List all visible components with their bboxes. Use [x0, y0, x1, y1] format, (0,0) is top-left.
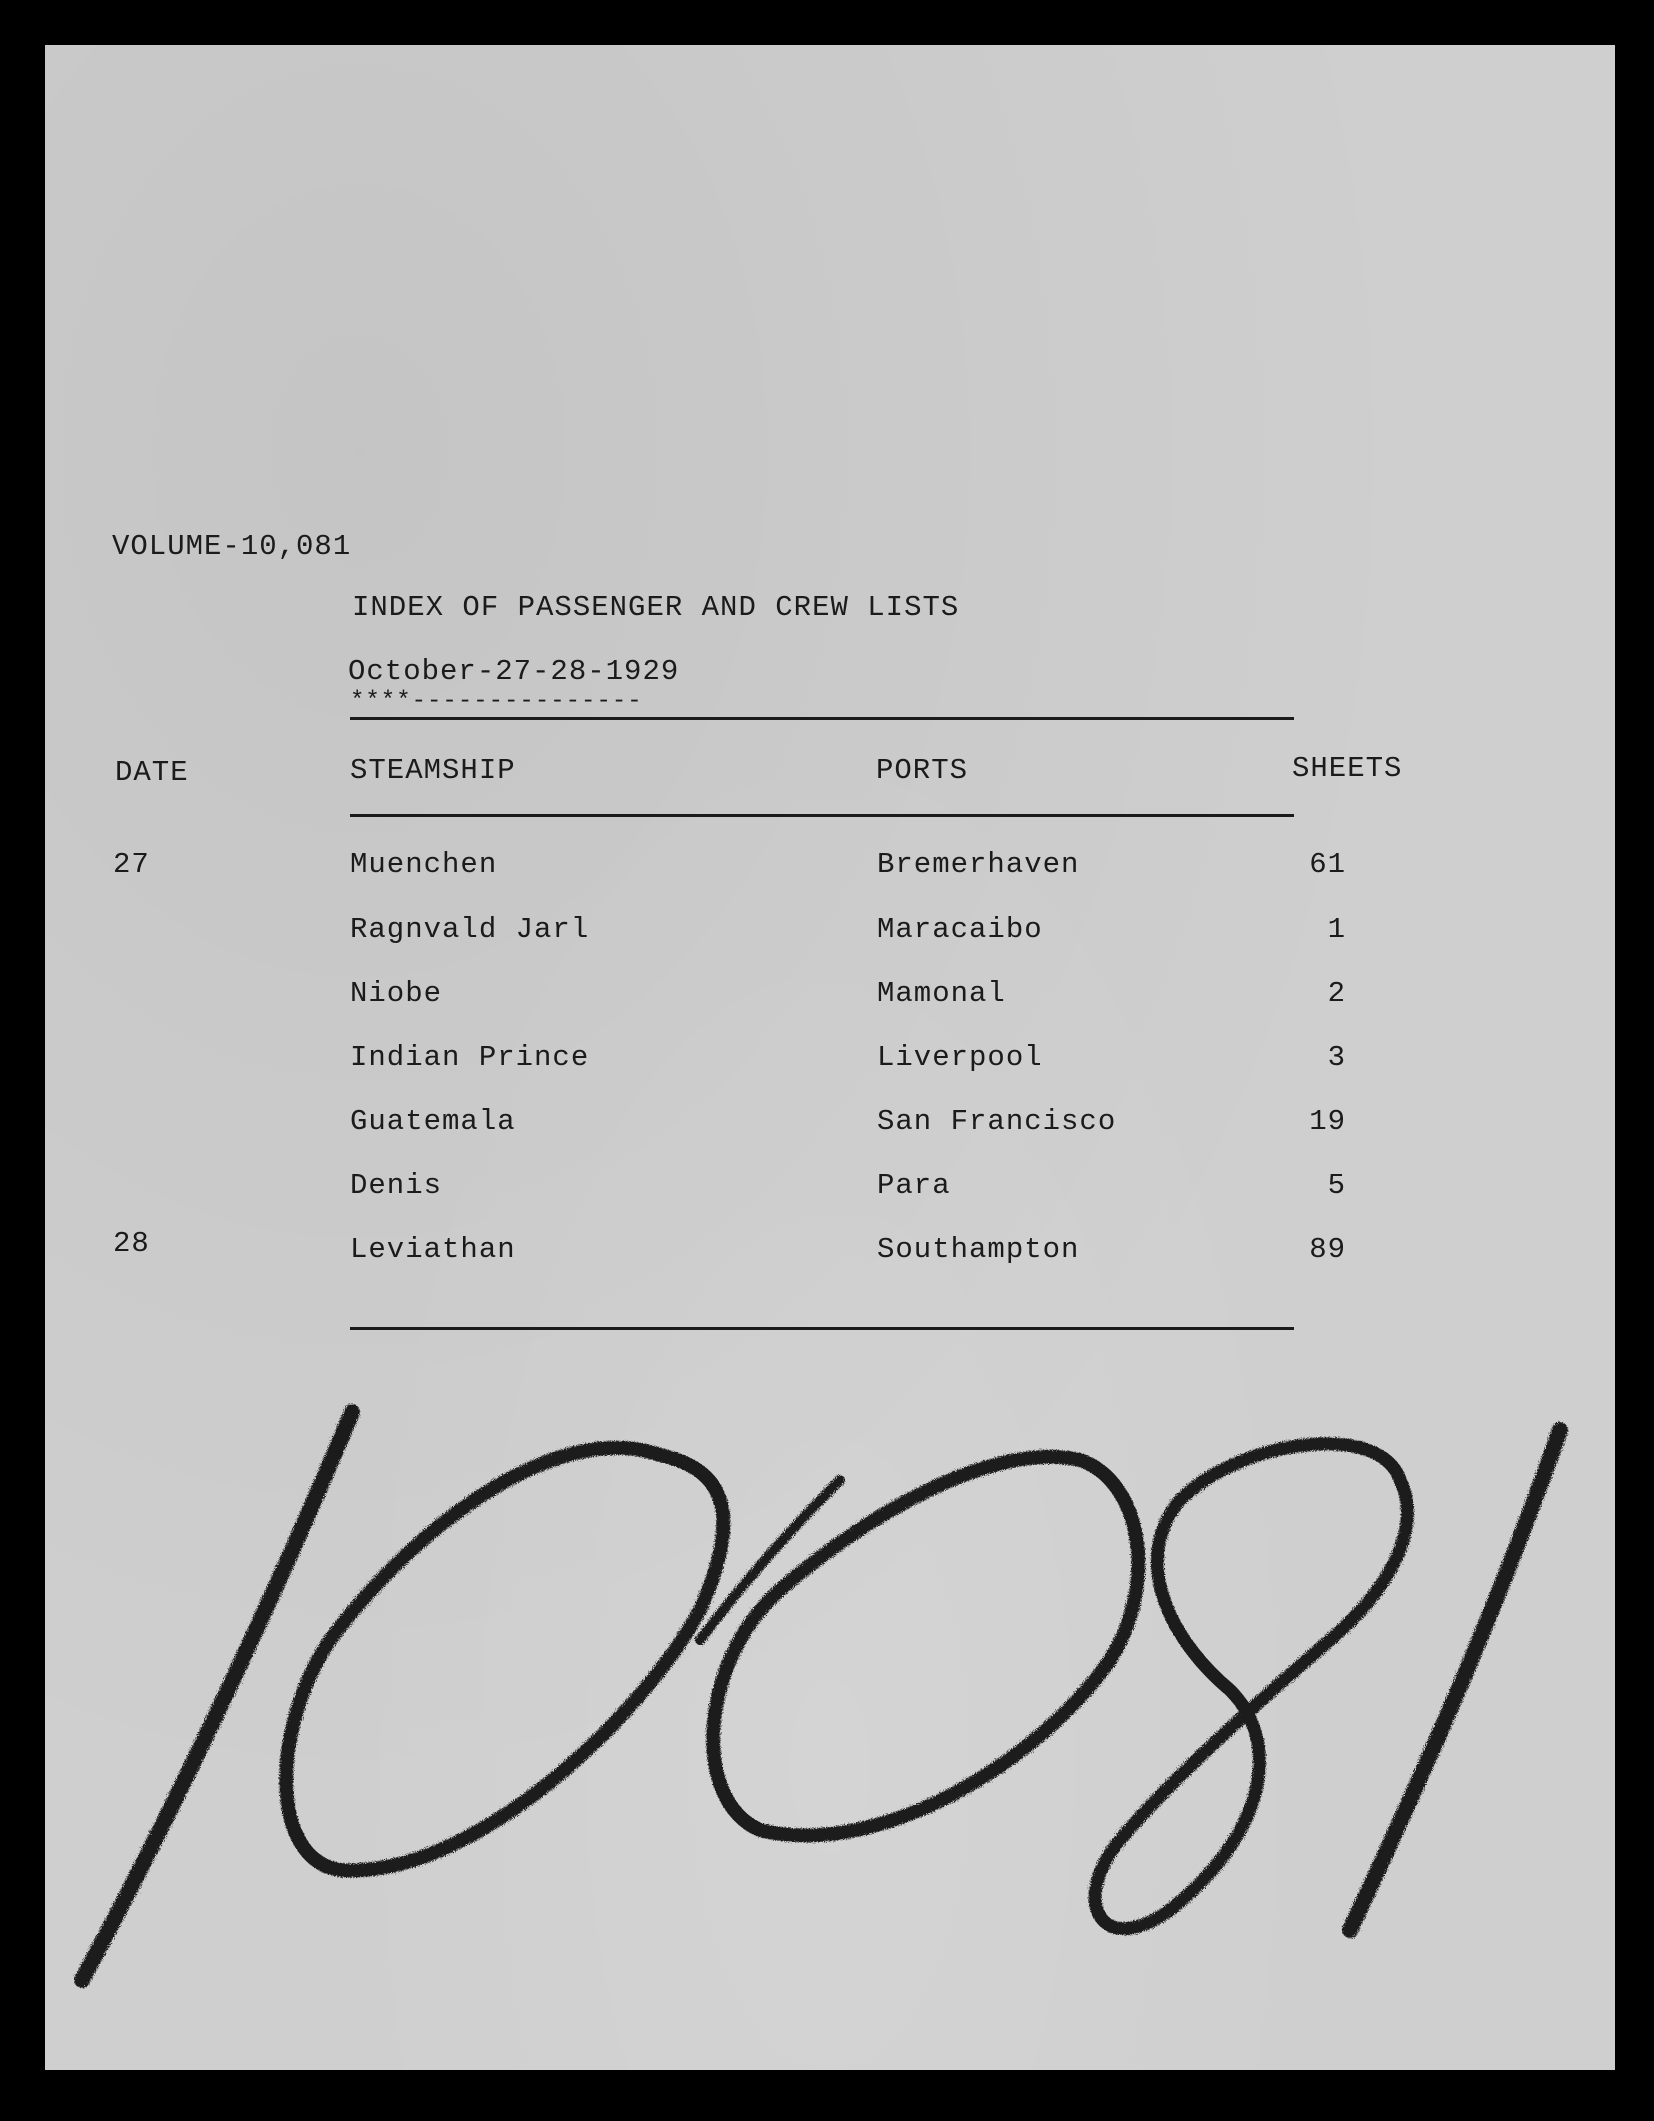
row-sheets: 89	[1309, 1233, 1346, 1266]
row-sheets: 19	[1309, 1105, 1346, 1138]
row-sheets: 61	[1309, 848, 1346, 881]
row-sheets: 2	[1327, 977, 1346, 1010]
row-steamship: Leviathan	[350, 1233, 516, 1266]
volume-label: VOLUME-10,081	[112, 530, 352, 563]
row-steamship: Muenchen	[350, 848, 498, 881]
column-header-steamship: STEAMSHIP	[350, 754, 516, 787]
document-title: INDEX OF PASSENGER AND CREW LISTS	[352, 591, 960, 624]
row-steamship: Niobe	[350, 977, 443, 1010]
row-steamship: Indian Prince	[350, 1041, 590, 1074]
row-port: Bremerhaven	[877, 848, 1080, 881]
row-sheets: 5	[1327, 1169, 1346, 1202]
row-date: 27	[113, 848, 150, 881]
column-header-sheets: SHEETS	[1292, 752, 1403, 785]
date-underline: ****---------------	[350, 688, 643, 715]
row-port: San Francisco	[877, 1105, 1117, 1138]
date-range: October-27-28-1929	[348, 655, 680, 688]
row-port: Para	[877, 1169, 951, 1202]
row-steamship: Guatemala	[350, 1105, 516, 1138]
row-steamship: Ragnvald Jarl	[350, 913, 590, 946]
row-sheets: 1	[1327, 913, 1346, 946]
column-header-ports: PORTS	[876, 754, 969, 787]
row-port: Southampton	[877, 1233, 1080, 1266]
row-date: 28	[113, 1227, 150, 1260]
row-port: Mamonal	[877, 977, 1006, 1010]
row-steamship: Denis	[350, 1169, 443, 1202]
row-port: Liverpool	[877, 1041, 1043, 1074]
row-port: Maracaibo	[877, 913, 1043, 946]
row-sheets: 3	[1327, 1041, 1346, 1074]
column-header-date: DATE	[115, 756, 189, 789]
